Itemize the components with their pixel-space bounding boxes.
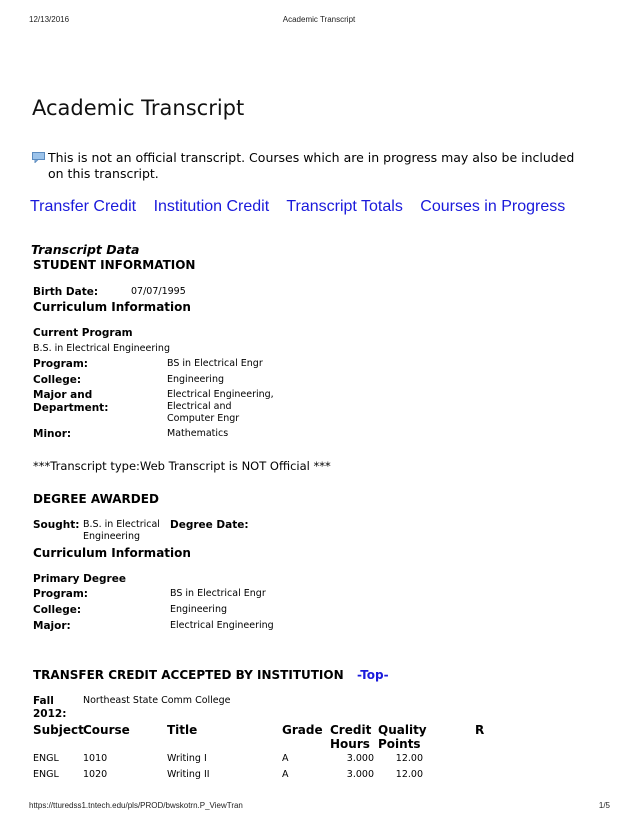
major-department-line3: Computer Engr [167, 413, 240, 424]
degree-curriculum-heading: Curriculum Information [33, 546, 191, 560]
college-value: Engineering [167, 374, 224, 385]
degree-program-label: Program: [33, 588, 89, 600]
notice-text: This is not an official transcript. Courses which are in progress may also be included on this transcript. [48, 150, 575, 181]
row2-points: 12.00 [395, 769, 423, 780]
top-link[interactable]: -Top- [357, 668, 389, 682]
birth-date-label: Birth Date: [33, 286, 99, 298]
degree-awarded-heading: DEGREE AWARDED [33, 492, 159, 506]
sought-line1: B.S. in Electrical [83, 519, 160, 530]
nav-transfer-credit[interactable]: Transfer Credit [30, 198, 137, 215]
major-department-label-line2: Department: [33, 402, 109, 414]
transfer-credit-heading: TRANSFER CREDIT ACCEPTED BY INSTITUTION [33, 668, 344, 682]
col-quality-line2: Points [378, 737, 421, 751]
row2-course: 1020 [83, 769, 108, 780]
transfer-institution: Northeast State Comm College [83, 695, 231, 706]
info-icon [32, 151, 45, 162]
major-department-line2: Electrical and [167, 401, 232, 412]
col-credit-line1: Credit [330, 723, 372, 737]
minor-value: Mathematics [167, 428, 229, 439]
program-value: BS in Electrical Engr [167, 358, 263, 369]
degree-major-value: Electrical Engineering [170, 620, 274, 631]
row1-points: 12.00 [395, 753, 423, 764]
current-program-label: Current Program [33, 327, 133, 339]
col-subject: Subject [33, 723, 84, 737]
degree-program-value: BS in Electrical Engr [170, 588, 266, 599]
curriculum-info-heading: Curriculum Information [33, 300, 191, 314]
sought-value [83, 519, 160, 543]
transcript-type-text: ***Transcript type:Web Transcript is NOT Official *** [33, 459, 331, 473]
print-date: 12/13/2016 [29, 15, 70, 24]
col-grade: Grade [282, 723, 323, 737]
col-course: Course [83, 723, 130, 737]
major-department-label-line1: Major and [33, 389, 93, 401]
row1-course: 1010 [83, 753, 108, 764]
footer-page-number: 1/5 [598, 801, 610, 810]
degree-major-label: Major: [33, 620, 71, 632]
program-label: Program: [33, 358, 89, 370]
footer-url: https://tturedss1.tntech.edu/pls/PROD/bwskotrn.P_ViewTran [29, 801, 243, 810]
major-department-line1: Electrical Engineering, [167, 389, 274, 400]
degree-college-label: College: [33, 604, 82, 616]
col-credit-line2: Hours [330, 737, 370, 751]
transfer-term [33, 695, 66, 721]
college-label: College: [33, 374, 82, 386]
major-department-label [33, 389, 108, 415]
row1-grade: A [282, 753, 289, 764]
transfer-term-line1: Fall [33, 695, 54, 707]
transfer-term-line2: 2012: [33, 708, 67, 720]
degree-date-label: Degree Date: [170, 519, 249, 531]
nav-courses-in-progress[interactable]: Courses in Progress [420, 198, 566, 215]
sought-label: Sought: [33, 519, 80, 531]
row2-subject: ENGL [33, 769, 59, 780]
transcript-data-heading: Transcript Data [31, 242, 140, 257]
col-title: Title [167, 723, 198, 737]
row2-title: Writing II [167, 769, 210, 780]
page-title: Academic Transcript [32, 96, 245, 120]
row2-hours: 3.000 [346, 769, 374, 780]
student-info-heading: STUDENT INFORMATION [33, 258, 196, 272]
row1-subject: ENGL [33, 753, 59, 764]
birth-date-value: 07/07/1995 [131, 286, 186, 297]
col-quality-line1: Quality [378, 723, 427, 737]
nav-transcript-totals[interactable]: Transcript Totals [286, 198, 403, 215]
minor-label: Minor: [33, 428, 72, 440]
degree-college-value: Engineering [170, 604, 227, 615]
col-quality-points [378, 723, 427, 751]
primary-degree-label: Primary Degree [33, 573, 126, 585]
nav-institution-credit[interactable]: Institution Credit [153, 198, 270, 215]
row2-grade: A [282, 769, 289, 780]
section-nav [30, 198, 578, 216]
print-header-title: Academic Transcript [282, 15, 356, 24]
row1-hours: 3.000 [346, 753, 374, 764]
sought-line2: Engineering [83, 531, 140, 542]
info-notice [32, 150, 602, 182]
col-r: R [475, 723, 485, 737]
row1-title: Writing I [167, 753, 207, 764]
major-department-value [167, 389, 274, 425]
current-program-value: B.S. in Electrical Engineering [33, 343, 170, 354]
col-credit-hours [330, 723, 371, 751]
